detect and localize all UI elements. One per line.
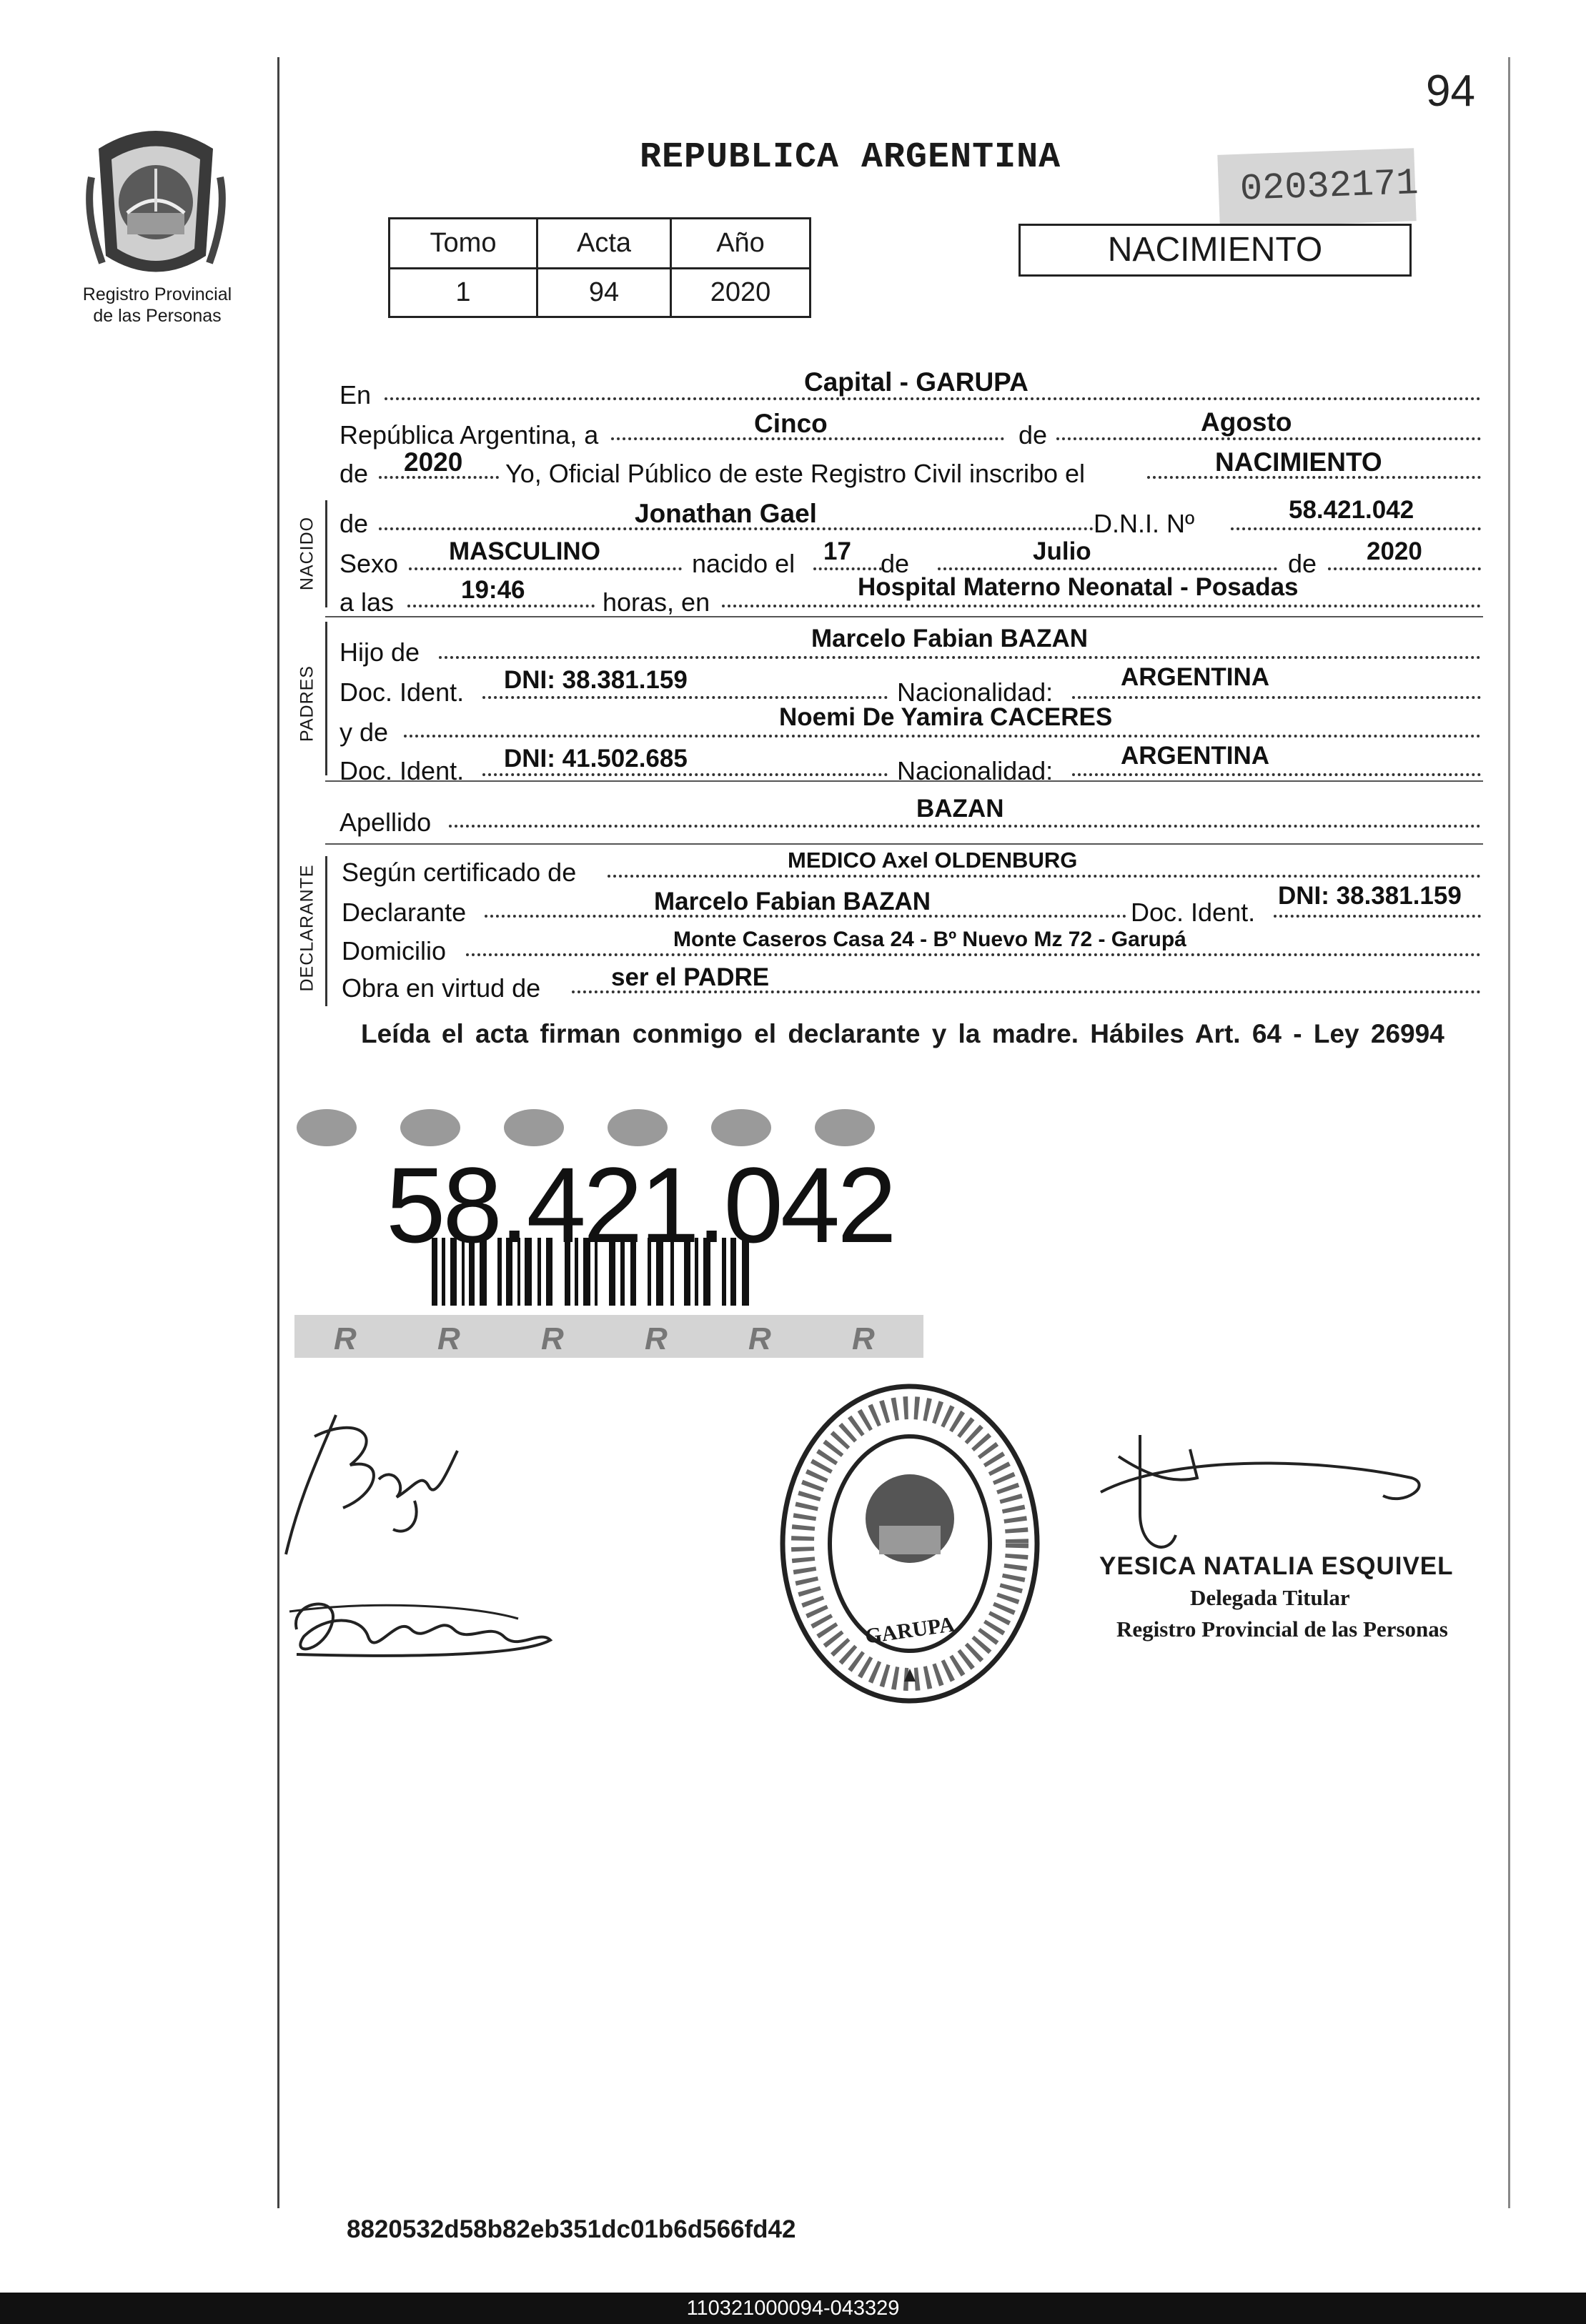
label-de-bmonth: de [881,549,910,578]
dots-month [1056,437,1481,440]
dots-bmonth [938,567,1277,570]
value-tomo: 1 [390,269,537,317]
label-inscribo: Yo, Oficial Público de este Registro Civil inscribo el [505,459,1086,488]
serial-number: 02032171 [1239,162,1419,211]
label-republica: República Argentina, a [339,420,599,450]
dots-cert [608,875,1481,878]
label-apellido: Apellido [339,808,432,837]
divider-apellido [325,843,1483,845]
value-mother-nationality: ARGENTINA [1121,742,1270,770]
value-month: Agosto [1201,407,1292,437]
registry-seal-icon [778,1383,1042,1704]
province-seal-icon [84,120,227,284]
dots-mother-nat [1072,773,1481,776]
label-dni: D.N.I. Nº [1094,509,1195,538]
official-org: Registro Provincial de las Personas [1116,1617,1448,1642]
value-declarant-doc: DNI: 38.381.159 [1278,882,1462,910]
label-de-byear: de [1288,549,1317,578]
label-doc-ident-2: Doc. Ident. [339,756,465,785]
mother-signature [282,1586,561,1679]
divider-padres [325,780,1483,782]
dots-father-doc [482,696,888,699]
label-segun: Según certificado de [342,858,577,887]
dots-surname [449,825,1481,828]
footer-code: 110321000094-043329 [686,2297,900,2320]
signature-mark [282,1586,561,1679]
register-table [388,217,811,318]
signature-mark [272,1408,500,1565]
value-surname: BAZAN [916,795,1004,823]
label-declarante: Declarante [342,898,467,927]
label-a-las: a las [339,587,395,617]
registrar-signature [1097,1428,1433,1564]
label-y-de: y de [339,717,389,747]
label-doc-ident-3: Doc. Ident. [1131,898,1256,927]
value-certificate: MEDICO Axel OLDENBURG [788,848,1078,873]
value-capacity: ser el PADRE [611,963,770,991]
value-child-dni: 58.421.042 [1289,496,1414,524]
label-de-name: de [339,509,369,538]
dots-en [385,397,1481,400]
label-sexo: Sexo [339,549,399,578]
bracket-padres [325,622,327,775]
value-sex: MASCULINO [449,537,600,565]
svg-text:R: R [437,1321,460,1356]
label-nacido-el: nacido el [692,549,796,578]
dots-declarant-doc [1274,915,1481,918]
dots-father-nat [1072,696,1481,699]
closing-text: Leída el acta firman conmigo el declarante y la madre. Hábiles Art. 64 - Ley 26994 [361,1019,1444,1048]
official-seal [778,1383,1042,1704]
footer-bar [0,2293,1586,2324]
svg-text:R: R [748,1321,771,1356]
serial-stamp [1217,148,1419,228]
section-padres: PADRES [297,665,317,742]
value-mother-name: Noemi De Yamira CACERES [779,703,1113,731]
registry-caption-2: de las Personas [93,306,222,326]
label-de-month: de [1018,420,1048,450]
dots-mother [404,735,1481,738]
dots-bplace [722,605,1481,607]
value-acta: 94 [537,269,671,317]
dots-time [407,605,595,607]
seal-town: GARUPA [863,1612,956,1649]
value-father-name: Marcelo Fabian BAZAN [811,625,1088,652]
label-domicilio: Domicilio [342,936,447,965]
section-nacido: NACIDO [297,516,317,591]
label-nacionalidad-2: Nacionalidad: [897,756,1054,785]
section-declarante: DECLARANTE [297,864,317,992]
label-hijo-de: Hijo de [339,637,420,667]
header-anio: Año [671,219,811,269]
svg-text:R: R [541,1321,564,1356]
official-name: YESICA NATALIA ESQUIVEL [1099,1552,1454,1580]
value-declarant: Marcelo Fabian BAZAN [654,888,931,915]
value-father-doc: DNI: 38.381.159 [504,666,688,694]
label-doc-ident-1: Doc. Ident. [339,677,465,707]
value-mother-doc: DNI: 41.502.685 [504,745,688,773]
value-act-type: NACIMIENTO [1215,447,1382,477]
label-de-year: de [339,459,369,488]
dots-mother-doc [482,773,888,776]
value-child-name: Jonathan Gael [635,499,817,528]
value-day: Cinco [754,409,828,438]
official-title: Delegada Titular [1190,1585,1350,1610]
dots-sex [409,567,682,570]
header-tomo: Tomo [390,219,537,269]
country-title: REPUBLICA ARGENTINA [640,137,1061,178]
registry-logo [84,120,227,284]
label-horas-en: horas, en [603,587,710,617]
label-nacionalidad-1: Nacionalidad: [897,677,1054,707]
declarant-signature [272,1408,500,1565]
value-birth-month: Julio [1033,537,1091,565]
dots-bday [813,567,882,570]
bracket-nacido [325,500,327,607]
right-margin-line [1508,57,1510,2208]
page-number: 94 [1426,66,1475,116]
value-father-nationality: ARGENTINA [1121,663,1270,691]
divider-nacido [325,616,1483,617]
label-en: En [339,380,372,409]
signature-mark [1097,1428,1433,1564]
svg-text:R: R [334,1321,357,1356]
doc-type-box [1018,224,1412,277]
value-address: Monte Caseros Casa 24 - Bº Nuevo Mz 72 - Garupá [673,928,1186,951]
bracket-declarante [325,856,327,1006]
dots-address [466,953,1481,956]
label-obra: Obra en virtud de [342,973,541,1003]
dots-byear [1328,567,1481,570]
left-margin-line [277,57,279,2208]
dots-father [439,656,1481,659]
header-acta: Acta [537,219,671,269]
value-birth-time: 19:46 [461,576,525,604]
value-birth-day: 17 [823,537,851,565]
svg-text:R: R [852,1321,875,1356]
dots-dni [1231,527,1481,530]
svg-text:R: R [645,1321,668,1356]
document-hash: 8820532d58b82eb351dc01b6d566fd42 [347,2215,796,2243]
value-birth-year: 2020 [1367,537,1422,565]
registry-caption-1: Registro Provincial [82,284,232,304]
value-birth-place: Hospital Materno Neonatal - Posadas [858,573,1299,601]
value-year: 2020 [404,447,463,477]
dni-barcode-label [294,1101,923,1358]
doc-type-label: NACIMIENTO [1107,231,1323,269]
value-anio: 2020 [671,269,811,317]
dni-large-number: 58.421.042 [386,1145,894,1265]
value-place: Capital - GARUPA [804,367,1029,397]
